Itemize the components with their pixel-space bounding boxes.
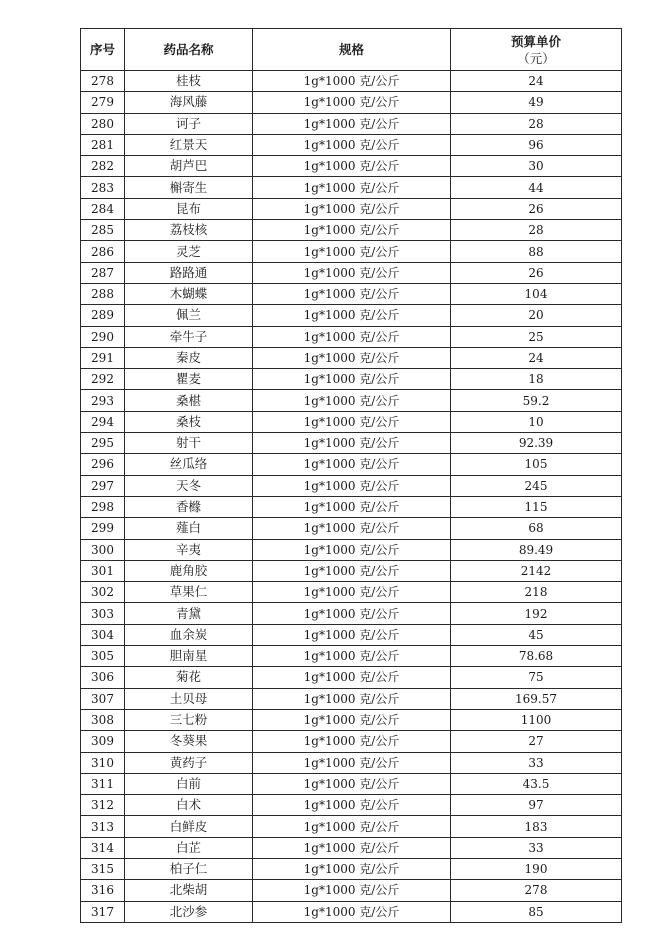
table-row	[81, 603, 622, 624]
row-index: 307	[81, 688, 125, 709]
row-spec: 1g*1000 克/公斤	[253, 582, 451, 603]
table-row	[81, 220, 622, 241]
row-price: 30	[451, 156, 622, 177]
row-spec: 1g*1000 克/公斤	[253, 518, 451, 539]
row-index: 297	[81, 475, 125, 496]
row-price: 24	[451, 347, 622, 368]
row-price: 89.49	[451, 539, 622, 560]
row-index: 291	[81, 347, 125, 368]
row-spec: 1g*1000 克/公斤	[253, 198, 451, 219]
row-drug-name: 薤白	[125, 518, 253, 539]
row-drug-name: 胆南星	[125, 646, 253, 667]
row-spec: 1g*1000 克/公斤	[253, 113, 451, 134]
table-row	[81, 837, 622, 858]
header-price-unit: （元）	[517, 50, 555, 66]
row-index: 279	[81, 92, 125, 113]
row-drug-name: 三七粉	[125, 709, 253, 730]
row-drug-name: 青黛	[125, 603, 253, 624]
row-drug-name: 菊花	[125, 667, 253, 688]
table-row	[81, 134, 622, 155]
row-price: 28	[451, 113, 622, 134]
row-price: 18	[451, 369, 622, 390]
row-price: 28	[451, 220, 622, 241]
row-spec: 1g*1000 克/公斤	[253, 283, 451, 304]
row-spec: 1g*1000 克/公斤	[253, 688, 451, 709]
row-price: 59.2	[451, 390, 622, 411]
row-drug-name: 路路通	[125, 262, 253, 283]
row-index: 287	[81, 262, 125, 283]
row-price: 169.57	[451, 688, 622, 709]
row-price: 45	[451, 624, 622, 645]
row-spec: 1g*1000 克/公斤	[253, 773, 451, 794]
row-drug-name: 昆布	[125, 198, 253, 219]
row-index: 304	[81, 624, 125, 645]
row-spec: 1g*1000 克/公斤	[253, 795, 451, 816]
row-index: 282	[81, 156, 125, 177]
row-price: 33	[451, 752, 622, 773]
row-drug-name: 桂枝	[125, 71, 253, 92]
row-spec: 1g*1000 克/公斤	[253, 560, 451, 581]
row-price: 88	[451, 241, 622, 262]
row-drug-name: 荔枝核	[125, 220, 253, 241]
header-price	[451, 29, 622, 71]
row-price: 25	[451, 326, 622, 347]
table-row	[81, 560, 622, 581]
row-drug-name: 海风藤	[125, 92, 253, 113]
table-row	[81, 347, 622, 368]
row-spec: 1g*1000 克/公斤	[253, 603, 451, 624]
table-row	[81, 667, 622, 688]
table-row	[81, 773, 622, 794]
row-index: 314	[81, 837, 125, 858]
row-drug-name: 白术	[125, 795, 253, 816]
row-price: 75	[451, 667, 622, 688]
row-price: 183	[451, 816, 622, 837]
row-spec: 1g*1000 克/公斤	[253, 880, 451, 901]
row-index: 285	[81, 220, 125, 241]
row-price: 24	[451, 71, 622, 92]
table-row	[81, 71, 622, 92]
row-index: 317	[81, 901, 125, 922]
row-spec: 1g*1000 克/公斤	[253, 709, 451, 730]
row-drug-name: 桑枝	[125, 411, 253, 432]
row-spec: 1g*1000 克/公斤	[253, 539, 451, 560]
row-index: 278	[81, 71, 125, 92]
row-drug-name: 北沙参	[125, 901, 253, 922]
row-drug-name: 柏子仁	[125, 858, 253, 879]
table-row	[81, 688, 622, 709]
row-drug-name: 香橼	[125, 496, 253, 517]
row-drug-name: 槲寄生	[125, 177, 253, 198]
row-spec: 1g*1000 克/公斤	[253, 752, 451, 773]
row-index: 300	[81, 539, 125, 560]
row-price: 2142	[451, 560, 622, 581]
row-spec: 1g*1000 克/公斤	[253, 71, 451, 92]
row-price: 33	[451, 837, 622, 858]
row-price: 26	[451, 198, 622, 219]
row-price: 44	[451, 177, 622, 198]
row-index: 296	[81, 454, 125, 475]
table-header	[81, 29, 622, 71]
table-row	[81, 305, 622, 326]
row-price: 1100	[451, 709, 622, 730]
row-drug-name: 白前	[125, 773, 253, 794]
header-name: 药品名称	[125, 29, 253, 71]
row-drug-name: 佩兰	[125, 305, 253, 326]
row-drug-name: 桑椹	[125, 390, 253, 411]
row-index: 298	[81, 496, 125, 517]
row-price: 68	[451, 518, 622, 539]
document-page	[80, 28, 621, 923]
row-drug-name: 白鲜皮	[125, 816, 253, 837]
row-drug-name: 瞿麦	[125, 369, 253, 390]
row-price: 20	[451, 305, 622, 326]
table-row	[81, 518, 622, 539]
row-price: 97	[451, 795, 622, 816]
row-spec: 1g*1000 克/公斤	[253, 134, 451, 155]
row-index: 309	[81, 731, 125, 752]
row-price: 245	[451, 475, 622, 496]
row-price: 26	[451, 262, 622, 283]
row-spec: 1g*1000 克/公斤	[253, 837, 451, 858]
row-drug-name: 辛夷	[125, 539, 253, 560]
row-price: 78.68	[451, 646, 622, 667]
table-row	[81, 709, 622, 730]
row-spec: 1g*1000 克/公斤	[253, 816, 451, 837]
row-index: 288	[81, 283, 125, 304]
header-index: 序号	[81, 29, 125, 71]
row-price: 92.39	[451, 433, 622, 454]
row-drug-name: 诃子	[125, 113, 253, 134]
row-drug-name: 草果仁	[125, 582, 253, 603]
row-spec: 1g*1000 克/公斤	[253, 156, 451, 177]
table-row	[81, 283, 622, 304]
table-row	[81, 901, 622, 922]
row-spec: 1g*1000 克/公斤	[253, 241, 451, 262]
row-index: 289	[81, 305, 125, 326]
row-price: 278	[451, 880, 622, 901]
row-price: 10	[451, 411, 622, 432]
table-row	[81, 624, 622, 645]
row-spec: 1g*1000 克/公斤	[253, 411, 451, 432]
row-price: 190	[451, 858, 622, 879]
table-row	[81, 156, 622, 177]
row-index: 290	[81, 326, 125, 347]
row-index: 293	[81, 390, 125, 411]
row-index: 301	[81, 560, 125, 581]
row-index: 303	[81, 603, 125, 624]
row-price: 105	[451, 454, 622, 475]
table-row	[81, 326, 622, 347]
row-index: 313	[81, 816, 125, 837]
table-row	[81, 816, 622, 837]
row-spec: 1g*1000 克/公斤	[253, 326, 451, 347]
row-drug-name: 鹿角胶	[125, 560, 253, 581]
row-price: 49	[451, 92, 622, 113]
row-price: 104	[451, 283, 622, 304]
row-index: 316	[81, 880, 125, 901]
row-drug-name: 丝瓜络	[125, 454, 253, 475]
row-index: 299	[81, 518, 125, 539]
row-drug-name: 灵芝	[125, 241, 253, 262]
row-price: 85	[451, 901, 622, 922]
table-row	[81, 262, 622, 283]
row-index: 306	[81, 667, 125, 688]
row-index: 312	[81, 795, 125, 816]
table-row	[81, 198, 622, 219]
table-row	[81, 411, 622, 432]
row-drug-name: 牵牛子	[125, 326, 253, 347]
row-price: 218	[451, 582, 622, 603]
table-row	[81, 880, 622, 901]
row-index: 295	[81, 433, 125, 454]
table-row	[81, 433, 622, 454]
row-spec: 1g*1000 克/公斤	[253, 305, 451, 326]
row-index: 315	[81, 858, 125, 879]
row-spec: 1g*1000 克/公斤	[253, 433, 451, 454]
row-drug-name: 北柴胡	[125, 880, 253, 901]
row-index: 292	[81, 369, 125, 390]
table-row	[81, 795, 622, 816]
row-spec: 1g*1000 克/公斤	[253, 390, 451, 411]
table-row	[81, 582, 622, 603]
row-spec: 1g*1000 克/公斤	[253, 220, 451, 241]
row-spec: 1g*1000 克/公斤	[253, 496, 451, 517]
table-body	[81, 71, 622, 923]
drug-price-table	[80, 28, 622, 923]
row-spec: 1g*1000 克/公斤	[253, 901, 451, 922]
row-drug-name: 红景天	[125, 134, 253, 155]
row-drug-name: 白芷	[125, 837, 253, 858]
row-spec: 1g*1000 克/公斤	[253, 731, 451, 752]
row-spec: 1g*1000 克/公斤	[253, 858, 451, 879]
row-price: 43.5	[451, 773, 622, 794]
row-spec: 1g*1000 克/公斤	[253, 262, 451, 283]
row-spec: 1g*1000 克/公斤	[253, 369, 451, 390]
row-spec: 1g*1000 克/公斤	[253, 177, 451, 198]
table-row	[81, 241, 622, 262]
table-row	[81, 539, 622, 560]
table-row	[81, 858, 622, 879]
row-index: 286	[81, 241, 125, 262]
row-spec: 1g*1000 克/公斤	[253, 347, 451, 368]
row-drug-name: 胡芦巴	[125, 156, 253, 177]
row-drug-name: 秦皮	[125, 347, 253, 368]
row-price: 192	[451, 603, 622, 624]
row-price: 96	[451, 134, 622, 155]
row-index: 283	[81, 177, 125, 198]
header-spec: 规格	[253, 29, 451, 71]
row-drug-name: 土贝母	[125, 688, 253, 709]
row-drug-name: 射干	[125, 433, 253, 454]
table-row	[81, 475, 622, 496]
table-row	[81, 177, 622, 198]
table-row	[81, 92, 622, 113]
header-row	[81, 29, 622, 71]
table-row	[81, 646, 622, 667]
row-index: 281	[81, 134, 125, 155]
row-spec: 1g*1000 克/公斤	[253, 454, 451, 475]
row-drug-name: 木蝴蝶	[125, 283, 253, 304]
row-spec: 1g*1000 克/公斤	[253, 475, 451, 496]
row-price: 115	[451, 496, 622, 517]
table-row	[81, 390, 622, 411]
header-price-title: 预算单价	[510, 33, 561, 49]
row-index: 308	[81, 709, 125, 730]
row-index: 305	[81, 646, 125, 667]
row-index: 311	[81, 773, 125, 794]
row-spec: 1g*1000 克/公斤	[253, 624, 451, 645]
row-index: 310	[81, 752, 125, 773]
row-drug-name: 冬葵果	[125, 731, 253, 752]
row-spec: 1g*1000 克/公斤	[253, 667, 451, 688]
row-drug-name: 天冬	[125, 475, 253, 496]
table-row	[81, 496, 622, 517]
table-row	[81, 113, 622, 134]
table-row	[81, 369, 622, 390]
row-index: 280	[81, 113, 125, 134]
row-index: 302	[81, 582, 125, 603]
row-index: 284	[81, 198, 125, 219]
row-price: 27	[451, 731, 622, 752]
table-row	[81, 454, 622, 475]
table-row	[81, 752, 622, 773]
row-index: 294	[81, 411, 125, 432]
row-spec: 1g*1000 克/公斤	[253, 646, 451, 667]
row-spec: 1g*1000 克/公斤	[253, 92, 451, 113]
row-drug-name: 黄药子	[125, 752, 253, 773]
table-row	[81, 731, 622, 752]
row-drug-name: 血余炭	[125, 624, 253, 645]
